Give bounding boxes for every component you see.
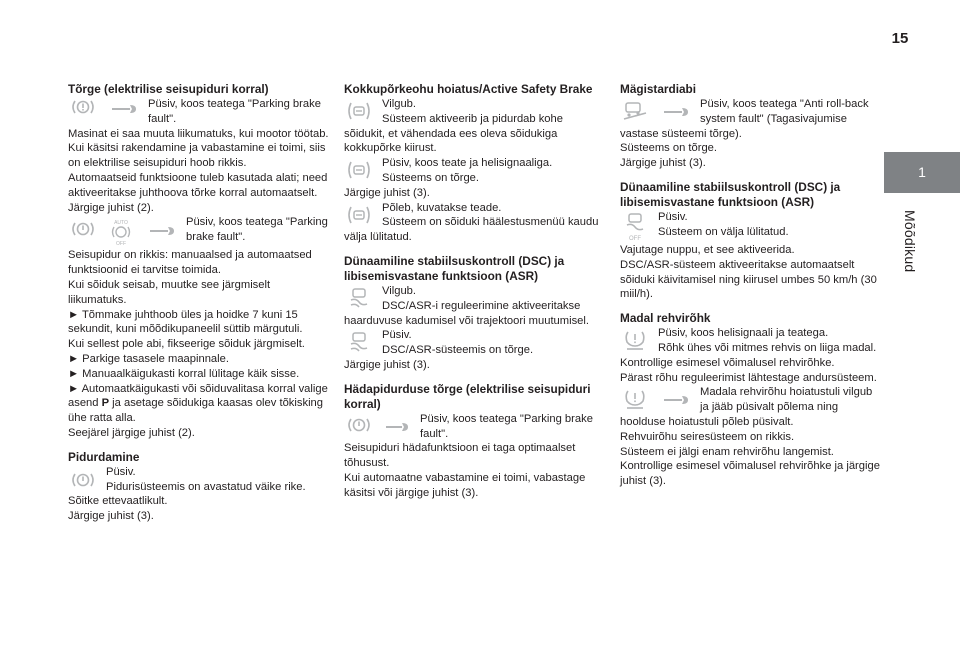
body-text: Seisupidur on rikkis: manuaalsed ja automaatsed funktsioonid ei tarvitse toimida. [68,249,312,277]
body-text: Järgige juhist (3). [68,510,154,523]
wrench-icon [658,387,692,411]
wrench-icon [382,414,412,436]
chapter-label [902,210,922,320]
body-text: Kontrollige esimesel võimalusel rehvirõhke ja järgige juhist (3). [620,460,880,488]
brake-warning-icon [344,414,374,436]
stability-control-icon [344,286,374,310]
column-1 [68,80,330,524]
body-text: Kui käsitsi rakendamine ja vabastamine ei toimi, siis on elektrilise seisupiduri hoob rikkis. [68,142,326,170]
icon-caption: Süsteems on tõrge. [382,171,480,184]
icon-caption: Madala rehvirõhu hoiatustuli vilgub ja jääb püsivalt põlema ning hoolduse hoiatustuli põleb püsivalt. [620,386,873,428]
body-text: Kontrollige esimesel võimalusel rehvirõhke. [620,356,835,369]
brake-warning-icon [68,217,98,241]
body-text: ► Parkige tasasele maapinnale. [68,352,229,365]
icon-caption: DSC/ASR-süsteemis on tõrge. [382,344,534,357]
collision-icon [344,203,374,227]
body-text: ► Tõmmake juhthoob üles ja hoidke 7 kuni 15 sekundit, kuni mõõdikupaneelil süttib märgutuli. [68,308,303,336]
icon-caption: Süsteem on välja lülitatud. [658,225,789,238]
icon-caption: Süsteem aktiveerib ja pidurdab kohe sõidukit, et vähendada ees oleva sõidukiga kokkupõrke kiirust. [344,112,563,155]
column-3 [620,80,882,489]
body-text: Rehvuirõhu seiresüsteem on rikkis. [620,430,795,443]
section-heading: Dünaamiline stabiilsuskontroll (DSC) ja libisemisvastane funktsioon (ASR) [344,253,565,283]
gear-position: P [101,397,110,410]
icon-caption: Püsiv. [382,329,412,342]
column-2 [344,80,606,501]
svg-text:AUTO: AUTO [114,220,128,227]
chapter-label-text: Mõõdikud [902,210,918,273]
wrench-icon [144,217,178,241]
icon-caption: Püsiv. [106,465,136,478]
body-text: Sõitke ettevaatlikult. [68,495,168,508]
stability-control-icon [620,212,650,242]
chapter-number: 1 [918,164,926,180]
svg-text:OFF: OFF [116,241,126,248]
collision-icon [344,99,374,123]
section-heading: Mägistardiabi [620,82,697,96]
hill-start-icon [620,99,650,123]
body-text: Süsteem ei jälgi enam rehvirõhu langemist. [620,445,834,458]
icon-caption: Rõhk ühes või mitmes rehvis on liiga madal. [658,341,877,354]
section-heading: Tõrge (elektrilise seisupiduri korral) [68,82,269,96]
svg-text:OFF: OFF [629,235,641,242]
chapter-tab[interactable] [884,152,960,192]
collision-icon [344,158,374,182]
body-text: Järgige juhist (3). [620,157,706,170]
section-heading: Dünaamiline stabiilsuskontroll (DSC) ja libisemisvastane funktsioon (ASR) [620,179,841,209]
body-text: ► Manuaalkäigukasti korral lülitage käik sisse. [68,367,300,380]
body-text: Pärast rõhu reguleerimist lähtestage andursüsteem. [620,371,877,384]
tyre-pressure-icon [620,387,650,411]
body-text: Süsteems on tõrge. [620,142,718,155]
body-text: Järgige juhist (3). [344,358,430,371]
icon-caption: Püsiv, koos helisignaali ja teatega. [658,327,829,340]
wrench-icon [658,99,692,123]
text-span: ja asetage sõidukiga kaasas olev tõkisking ühe ratta alla. [68,397,323,425]
body-text: Vajutage nuppu, et see aktiveerida. [620,243,795,256]
icon-caption: Põleb, kuvatakse teade. [382,201,502,214]
icon-caption: Püsiv, koos teatega "Parking brake fault". [148,98,321,125]
section-heading: Kokkupõrkeohu hoiatus/Active Safety Brake [344,82,593,96]
body-text: Seejärel järgige juhist (2). [68,426,195,439]
icon-caption: Süsteem on sõiduki häälestusmenüü kaudu välja lülitatud. [344,216,599,244]
page-number: 15 [891,30,909,47]
auto-off-icon [106,217,136,247]
body-text: Kui sellest pole abi, fikseerige sõiduk järgmiselt. [68,338,305,351]
body-text: DSC/ASR-süsteem aktiveeritakse automaatselt sõiduki käivitamisel ning kiirusel umbes 50 km/h (30 miil/h). [620,258,877,301]
wrench-icon [106,99,140,115]
body-text: Seisupiduri hädafunktsioon ei taga optimaalset tõhusust. [344,442,576,470]
text-span: ► Automaatkäigukasti või sõiduvalitasa korral valige asend [68,382,328,410]
tyre-pressure-icon [620,328,650,352]
icon-caption: Püsiv, koos teatega "Anti roll-back system fault" (Tagasivajumise vastase süsteemi tõrge). [620,98,869,140]
icon-caption: Pidurisüsteemis on avastatud väike rike. [106,480,306,493]
section-heading: Madal rehvirõhk [620,311,711,326]
brake-warning-icon [68,99,98,115]
body-text: Masinat ei saa muuta liikumatuks, kui mootor töötab. [68,127,329,140]
icon-caption: Püsiv, koos teatega "Parking brake fault". [186,216,328,244]
body-text [68,382,330,426]
body-text: Kui automaatne vabastamine ei toimi, vabastage käsitsi või järgige juhist (3). [344,471,586,499]
body-text: Automaatseid funktsioone tuleb kasutada alati; need aktiveeritakse juhthoova tõrke korral automaatselt. [68,171,328,199]
section-heading: Hädapidurduse tõrge (elektrilise seisupiduri korral) [344,381,591,411]
tab-divider [884,192,960,193]
body-text: Järgige juhist (2). [68,201,154,214]
section-heading: Pidurdamine [68,449,140,464]
brake-warning-icon [68,467,98,493]
icon-caption: Vilgub. [382,284,417,297]
stability-control-icon [344,330,374,354]
body-text: Kui sõiduk seisab, muutke see järgmiselt liikumatuks. [68,278,271,306]
icon-caption: Vilgub. [382,98,417,110]
icon-caption: Püsiv. [658,210,688,223]
icon-caption: Püsiv, koos teate ja helisignaaliga. [382,157,553,170]
icon-caption: DSC/ASR-i reguleerimine aktiveeritakse haarduvuse kadumisel või trajektoori muutumisel. [344,299,589,327]
body-text: Järgige juhist (3). [344,186,430,199]
icon-caption: Püsiv, koos teatega "Parking brake fault". [420,412,593,440]
